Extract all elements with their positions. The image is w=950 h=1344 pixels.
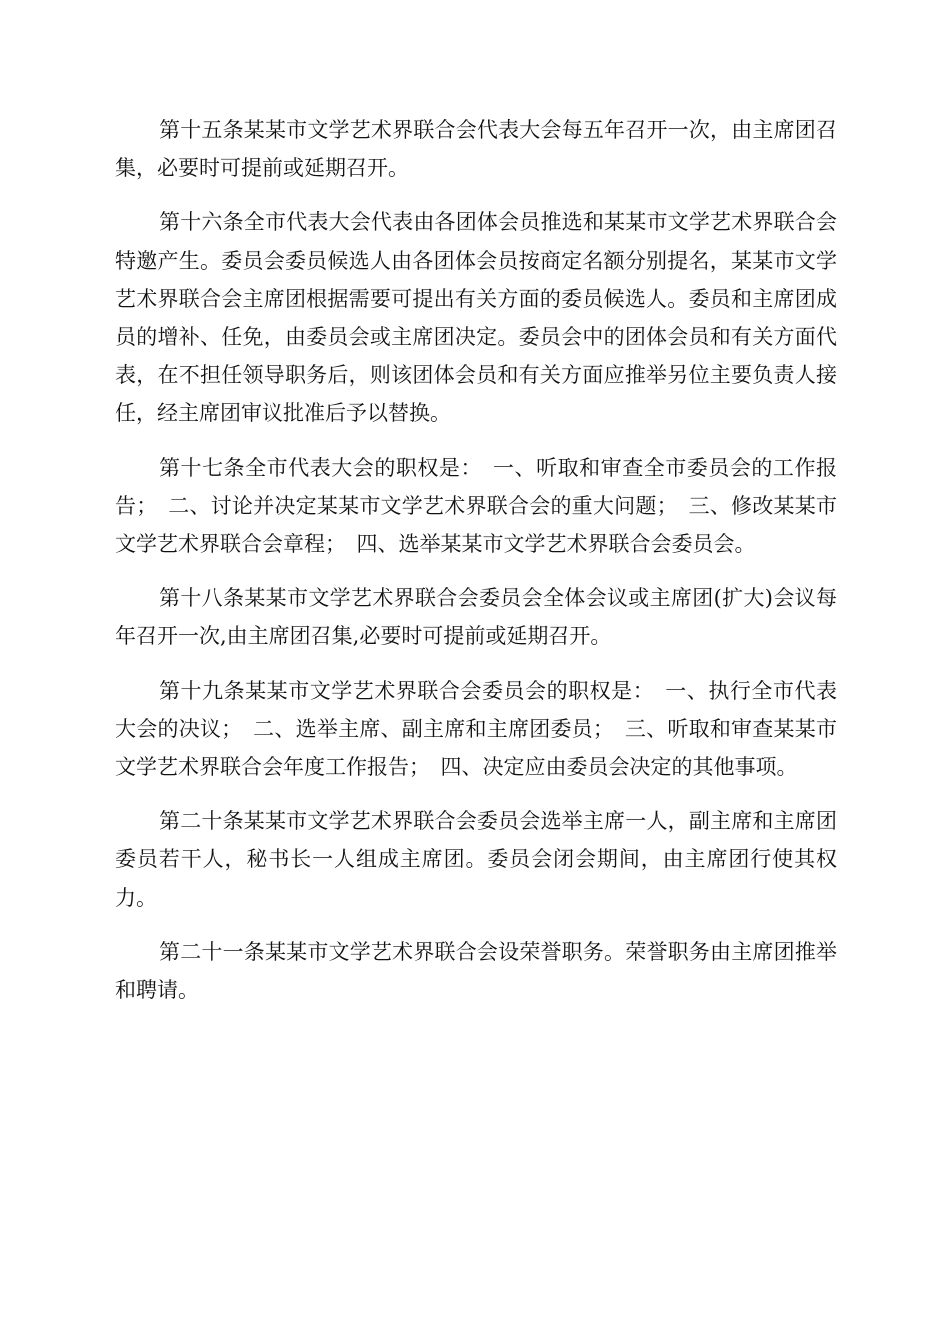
article-15-paragraph: 第十五条某某市文学艺术界联合会代表大会每五年召开一次，由主席团召集，必要时可提前或延期召开。 — [115, 118, 837, 181]
article-20-paragraph: 第二十条某某市文学艺术界联合会委员会选举主席一人，副主席和主席团委员若干人，秘书长一人组成主席团。委员会闭会期间，由主席团行使其权力。 — [115, 809, 837, 910]
article-16-paragraph: 第十六条全市代表大会代表由各团体会员推选和某某市文学艺术界联合会特邀产生。委员会委员候选人由各团体会员按商定名额分别提名，某某市文学艺术界联合会主席团根据需要可提出有关方面的委员候选人。委员和主席团成员的增补、任免，由委员会或主席团决定。委员会中的团体会员和有关方面代表，在不担任领导职务后，则该团体会员和有关方面应推举另位主要负责人接任，经主席团审议批准后予以替换。 — [115, 210, 837, 426]
article-17-paragraph: 第十七条全市代表大会的职权是： 一、听取和审查全市委员会的工作报告； 二、讨论并决定某某市文学艺术界联合会的重大问题； 三、修改某某市文学艺术界联合会章程； 四、选举某某市文学艺术界联合会委员会。 — [115, 455, 837, 557]
article-18-paragraph: 第十八条某某市文学艺术界联合会委员会全体会议或主席团(扩大)会议每年召开一次,由主席团召集,必要时可提前或延期召开。 — [115, 586, 837, 649]
article-21-paragraph: 第二十一条某某市文学艺术界联合会设荣誉职务。荣誉职务由主席团推举和聘请。 — [115, 939, 837, 1003]
document-body — [115, 111, 837, 1025]
article-19-paragraph: 第十九条某某市文学艺术界联合会委员会的职权是： 一、执行全市代表大会的决议； 二、选举主席、副主席和主席团委员； 三、听取和审查某某市文学艺术界联合会年度工作报告； 四、决定应由委员会决定的其他事项。 — [115, 678, 837, 780]
